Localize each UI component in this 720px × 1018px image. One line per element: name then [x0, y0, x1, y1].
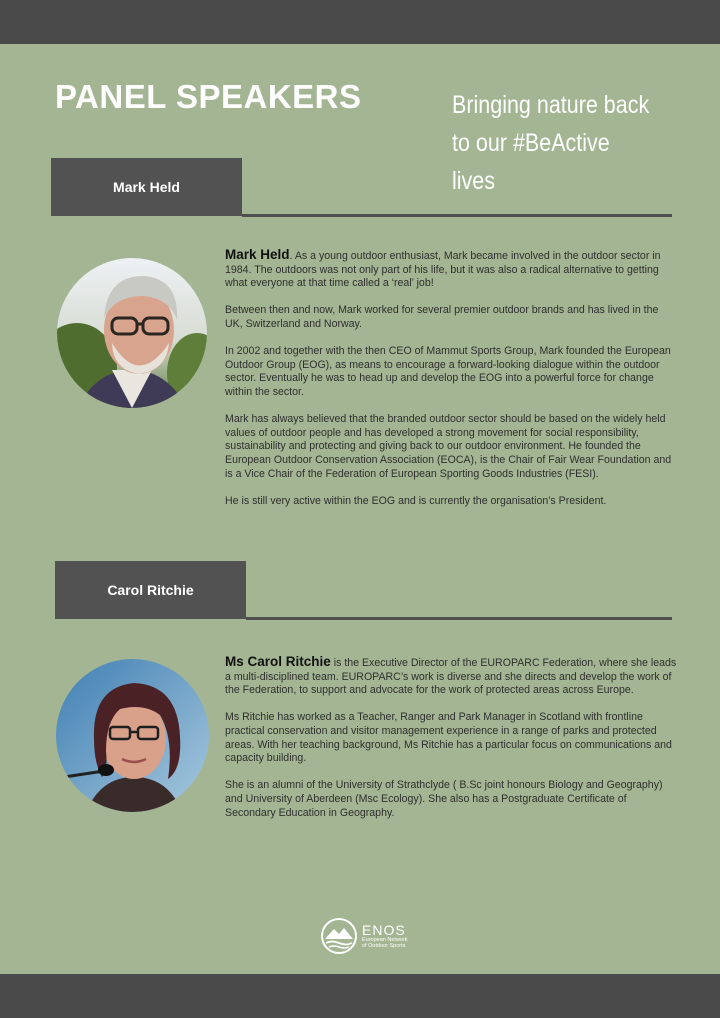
speaker-bio-mark-held	[225, 248, 677, 522]
logo-name: ENOS	[362, 922, 406, 938]
speaker-photo-carol-ritchie	[56, 659, 209, 812]
tagline	[452, 86, 658, 200]
bottom-bar	[0, 974, 720, 1018]
tagline-line-2: to our #BeActive lives	[452, 129, 610, 195]
bio-lead-text: is the Executive Director of the EUROPARC Federation, where she leads a multi-disciplined team. EUROPARC’s work is diverse and she directs and develop the work of the Federation, to support and advocate for the work of protected areas across Europe.	[225, 657, 677, 697]
bio-paragraph: He is still very active within the EOG and is currently the organisation’s President.	[225, 494, 607, 507]
bio-paragraph: Mark has always believed that the branded outdoor sector should be based on the widely held values of outdoor people and has developed a strong movement for social responsibility, sustainability and protecting and giving back to our outdoor environment. He founded the European Outdoor Conservation Association (EOCA), is the Chair of Fair Wear Foundation and is a Vice Chair of the Federation of European Sporting Goods Industries (FESI).	[225, 413, 672, 480]
bio-paragraph: Between then and now, Mark worked for several premier outdoor brands and has lived in the UK, Switzerland and Norway.	[225, 304, 659, 330]
speaker-name-tab-carol-ritchie: Carol Ritchie	[55, 561, 246, 619]
speaker-photo-mark-held	[57, 258, 207, 408]
bio-paragraph: In 2002 and together with the then CEO of Mammut Sports Group, Mark founded the European Outdoor Group (EOG), as means to encourage a forward-looking dialogue within the outdoor sector. Eventually he was to head up and develop the EOG into a powerful force for change within the sector.	[225, 345, 671, 398]
bio-paragraph: Ms Ritchie has worked as a Teacher, Ranger and Park Manager in Scotland with frontline practical conservation and visitor management experience in a range of parks and protected areas. With her teaching background, Ms Ritchie has a particular focus on communications and capacity building.	[225, 711, 672, 765]
speaker-lead-name: Ms Carol Ritchie	[225, 654, 331, 669]
logo-subtitle-line-1: European Network	[362, 937, 408, 943]
speaker-name-tab-mark-held: Mark Held	[51, 158, 242, 216]
bio-lead-text: . As a young outdoor enthusiast, Mark became involved in the outdoor sector in 1984. The outdoors was not only part of his life, but it was also a radical alternative to getting what everyone at that time called a ‘real’ job!	[225, 250, 661, 290]
section-divider	[246, 617, 672, 620]
section-divider	[242, 214, 672, 217]
bio-paragraph: She is an alumni of the University of Strathclyde ( B.Sc joint honours Biology and Geography) and University of Aberdeen (Msc Ecology). She also has a Postgraduate Certificate of Secondary Education in Geography.	[225, 779, 663, 819]
bio-paragraph	[225, 248, 677, 291]
top-bar	[0, 0, 720, 44]
tagline-line-1: Bringing nature back	[452, 91, 650, 119]
bio-paragraph	[225, 655, 677, 698]
logo-subtitle-line-2: of Outdoor Sports	[362, 943, 406, 949]
enos-logo-icon	[320, 917, 358, 955]
speaker-lead-name: Mark Held	[225, 247, 290, 262]
enos-logo	[320, 917, 408, 955]
page-title: PANEL SPEAKERS	[55, 78, 362, 115]
speaker-bio-carol-ritchie	[225, 655, 677, 834]
